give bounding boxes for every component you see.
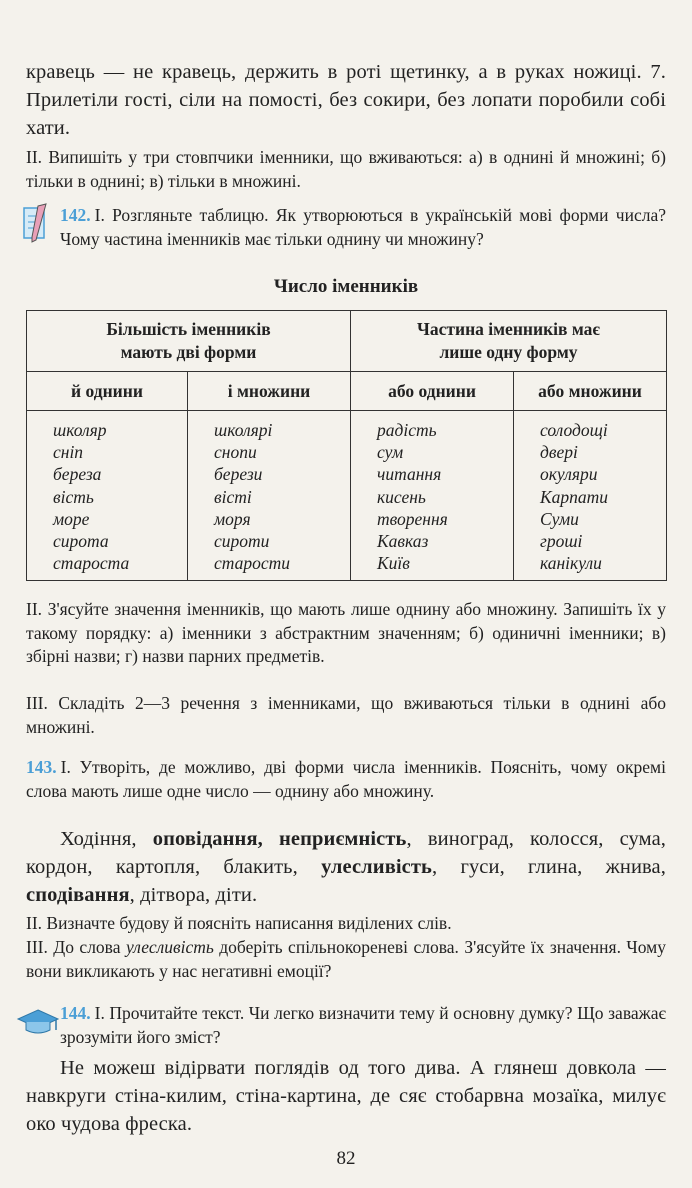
intro-text: кравець — не кравець, держить в роті щетинку, а в руках ножиці. 7. Прилетіли гості, сіли на помості, без сокири, без лопати поробили собі хати.	[26, 61, 666, 139]
graduation-cap-icon	[16, 1008, 60, 1036]
list-item: староста	[53, 553, 130, 574]
exercise-142-number: 142.	[60, 205, 91, 225]
page-number: 82	[336, 1148, 356, 1169]
column-header-3: або однини	[351, 372, 514, 411]
exercise-142-task1: 142. I. Розгляньте таблицю. Як утворюються в українській мові форми числа? Чому частина іменників має тільки однину чи множину?	[60, 205, 666, 249]
list-item: окуляри	[540, 464, 598, 485]
intro-task: II. Випишіть у три стовпчики іменники, що вживаються: а) в однині й множині; б) тільки в однині; в) тільки в множині.	[26, 147, 666, 191]
exercise-143-word-list: Ходіння, оповідання, неприємність, виноград, колосся, сума, кордон, картопля, блакить, улесливість, гуси, глина, жнива, сподівання, дітвора, діти.	[26, 828, 666, 906]
list-item: читання	[377, 464, 442, 485]
table-group-header-2: Частина іменників має лише одну форму	[417, 319, 600, 362]
exercise-144-task1: 144. I. Прочитайте текст. Чи легко визначити тему й основну думку? Що заважає зрозуміти його зміст?	[60, 1003, 666, 1047]
table-title: Число іменників	[273, 276, 419, 297]
list-item: снопи	[214, 442, 257, 463]
list-item: Суми	[540, 508, 579, 529]
list-item: береза	[53, 464, 102, 485]
pencil-icon	[22, 202, 50, 246]
exercise-144-text: Не можеш відірвати поглядів од того дива. А глянеш довкола — навкруги стіна-килим, стіна-картина, де сяє стобарвна мозаїка, милує око чудова фреска.	[26, 1057, 666, 1135]
column-header-2: і множини	[188, 372, 351, 411]
list-item: сироти	[214, 531, 270, 552]
list-item: гроші	[540, 531, 583, 552]
exercise-143-number: 143.	[26, 757, 57, 777]
highlighted-word: сподівання	[26, 884, 130, 906]
table-group-header-1: Більшість іменників мають дві форми	[106, 319, 271, 362]
exercise-144-number: 144.	[60, 1003, 91, 1023]
highlighted-words: оповідання, неприємність	[152, 828, 407, 850]
list-item: школяр	[53, 420, 107, 440]
column-singular-only	[351, 411, 514, 581]
exercise-143-task1: 143. I. Утворіть, де можливо, дві форми числа іменників. Поясніть, чому окремі слова мають лише одне число — однину або множину.	[26, 757, 666, 801]
column-singular-plural	[27, 411, 188, 581]
list-item: сніп	[53, 442, 84, 463]
list-item: Карпати	[540, 486, 609, 507]
list-item: берези	[214, 464, 263, 485]
exercise-142-task2: II. З'ясуйте значення іменників, що мають лише однину або множину. Запишіть їх у такому порядку: а) іменники з абстрактним значенням; б) одиничні іменники; в) збірні назви; г) назви парних предметів.	[26, 599, 666, 666]
list-item: школярі	[214, 420, 273, 440]
highlighted-word: улесливість	[321, 856, 432, 878]
exercise-143-task2: II. Визначте будову й поясніть написання виділених слів.	[26, 913, 452, 933]
list-item: канікули	[540, 553, 602, 574]
list-item: моря	[214, 508, 251, 529]
list-item: сум	[377, 442, 404, 463]
list-item: радість	[377, 420, 437, 440]
column-header-1: й однини	[27, 372, 188, 411]
exercise-143-task3: III. До слова улесливість доберіть спільнокореневі слова. З'ясуйте їх значення. Чому вони викликають у нас негативні емоції?	[26, 937, 666, 981]
exercise-142-task3: III. Складіть 2—3 речення з іменниками, що вживаються тільки в однині або множині.	[26, 693, 666, 737]
list-item: творення	[377, 508, 448, 529]
list-item: старости	[214, 553, 291, 574]
list-item: кисень	[377, 486, 426, 507]
list-item: Київ	[377, 553, 410, 574]
list-item: море	[53, 508, 90, 529]
list-item: вісті	[214, 486, 252, 507]
list-item: вість	[53, 486, 94, 507]
noun-number-table	[26, 310, 667, 581]
list-item: Кавказ	[377, 531, 429, 552]
column-plural-forms	[188, 411, 351, 581]
column-plural-only	[514, 411, 667, 581]
list-item: солодощі	[540, 420, 608, 440]
list-item: сирота	[53, 531, 109, 552]
column-header-4: або множини	[514, 372, 667, 411]
list-item: двері	[540, 442, 578, 463]
